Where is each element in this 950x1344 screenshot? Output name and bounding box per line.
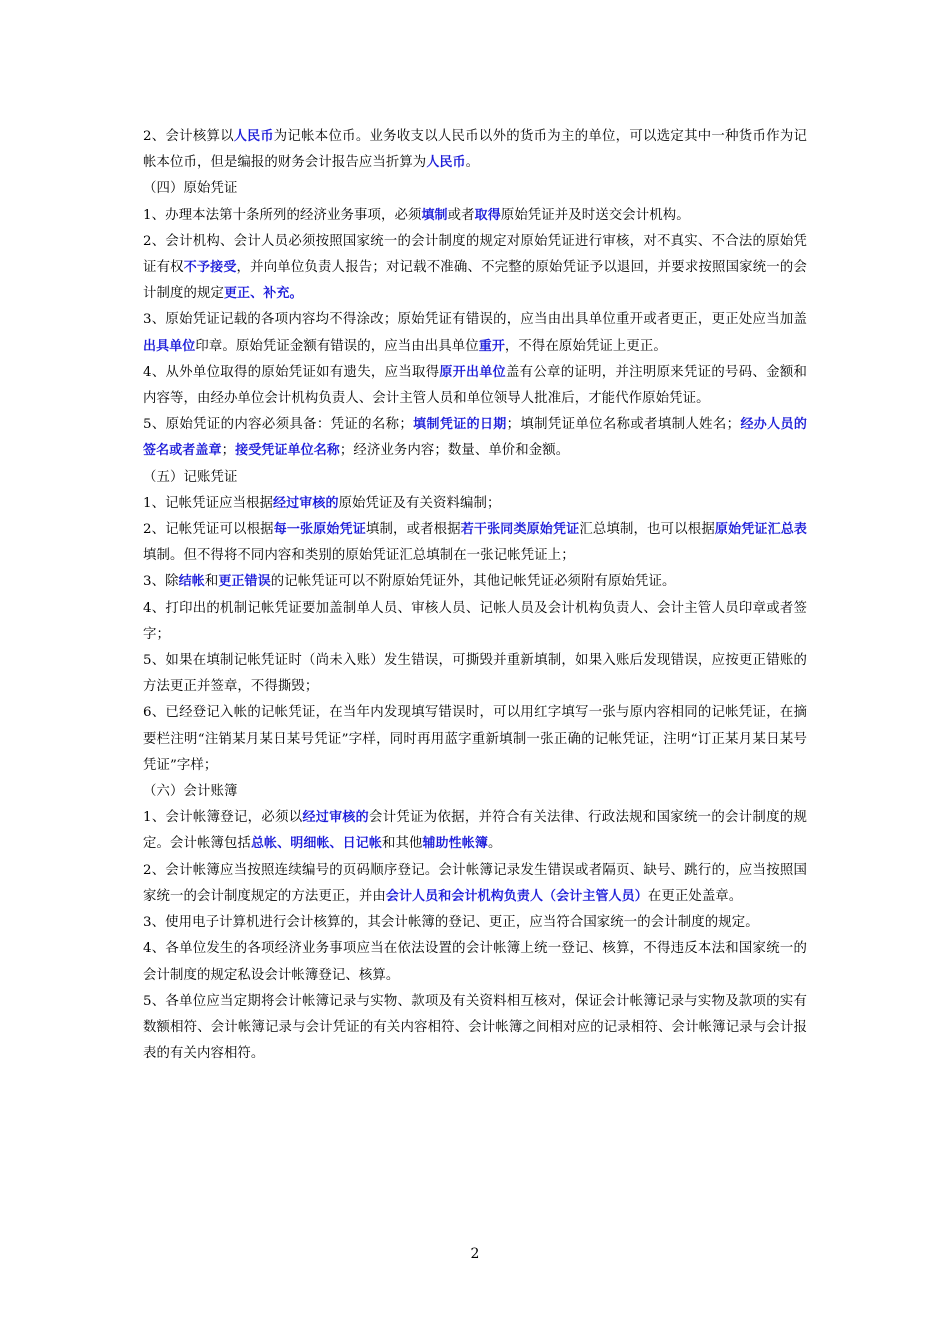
highlighted-term: 填制 (421, 207, 448, 223)
text-run: ；经济业务内容；数量、单价和金额。 (339, 443, 570, 459)
highlighted-term: 结帐 (178, 574, 205, 590)
page-number: 2 (470, 1246, 480, 1262)
text-run: 3、除 (143, 574, 179, 590)
highlighted-term: 经过审核的 (273, 495, 339, 511)
highlighted-term: 辅助性帐簿 (422, 836, 488, 852)
text-run: 6、已经登记入帐的记帐凭证，在当年内发现填写错误时，可以用红字填写一张与原内容相同的记帐凭证，在摘要栏注明“注销某月某日某号凭证”字样，同时再用蓝字重新填制一张正确的记帐凭证，注明“订正某月某日某号凭证”字样； (143, 705, 807, 773)
highlighted-term: 填制凭证的日期 (412, 417, 507, 433)
text-run: 2、记帐凭证可以根据 (143, 522, 274, 538)
text-run: 3、使用电子计算机进行会计核算的，其会计帐簿的登记、更正，应当符合国家统一的会计制度的规定。 (143, 915, 759, 931)
paragraph (143, 307, 807, 359)
paragraph (143, 700, 807, 779)
paragraph (143, 229, 807, 308)
highlighted-term: 原始凭证汇总表 (714, 522, 808, 538)
text-run: 汇总填制，也可以根据 (579, 522, 715, 538)
highlighted-term: 不予接受 (183, 260, 237, 276)
text-run: 1、记帐凭证应当根据 (143, 495, 274, 511)
text-run: 或者 (447, 207, 475, 223)
text-run: 印章。原始凭证金额有错误的，应当由出具单位 (195, 338, 479, 354)
text-run: 。 (487, 836, 502, 852)
highlighted-term: 若干张同类原始凭证 (460, 522, 580, 538)
paragraph (143, 124, 807, 176)
text-run: 1、会计帐簿登记，必须以 (143, 810, 303, 826)
text-run: 会计凭证为依据，并符合有关法律、行政法规和国家统一的会计制度的规定。会计帐簿包括 (143, 810, 808, 852)
paragraph (143, 360, 807, 412)
highlighted-term: 经办人员的签名或者盖章 (143, 417, 807, 459)
paragraph (143, 648, 807, 700)
text-run: 原始凭证并及时送交会计机构。 (500, 207, 690, 223)
paragraph (143, 596, 807, 648)
text-run: 原始凭证及有关资料编制； (338, 495, 501, 511)
paragraph (143, 989, 807, 1068)
highlighted-term: 接受凭证单位名称 (235, 443, 340, 459)
text-run: （五）记账凭证 (143, 469, 238, 485)
paragraph (143, 491, 807, 517)
text-run: 和其他 (381, 836, 423, 852)
highlighted-term: 更正错误 (218, 574, 271, 590)
highlighted-term: 原开出单位 (439, 364, 506, 380)
text-run: （六）会计账簿 (143, 784, 238, 800)
highlighted-term: 人民币 (233, 129, 274, 144)
text-run: 2、会计核算以 (143, 129, 234, 144)
text-run: 。 (465, 155, 480, 171)
text-run: 为记帐本位币。业务收支以人民币以外的货币为主的单位，可以选定其中一种货币作为记帐本位币，但是编报的财务会计报告应当折算为 (143, 129, 807, 171)
text-run: ，并向单位负责人报告；对记载不准确、不完整的原始凭证予以退回，并要求按照国家统一的会计制度的规定 (143, 260, 807, 302)
text-run: 4、从外单位取得的原始凭证如有遗失，应当取得 (143, 364, 440, 380)
text-run: 填制，或者根据 (365, 522, 461, 538)
paragraph (143, 910, 807, 936)
highlighted-term: 经过审核的 (302, 810, 369, 826)
text-run: （四）原始凭证 (143, 181, 238, 197)
paragraph (143, 412, 807, 464)
text-run: 在更正处盖章。 (647, 888, 743, 904)
text-run: 5、原始凭证的内容必须具备：凭证的名称； (143, 417, 413, 433)
paragraph (143, 569, 807, 595)
paragraph (143, 203, 807, 229)
section-heading (143, 465, 807, 491)
highlighted-term: 总帐、明细帐、日记帐 (250, 836, 382, 852)
highlighted-term: 出具单位 (143, 338, 196, 354)
highlighted-term: 人民币 (426, 155, 466, 171)
text-run: 4、各单位发生的各项经济业务事项应当在依法设置的会计帐簿上统一登记、核算，不得违反本法和国家统一的会计制度的规定私设会计帐簿登记、核算。 (143, 941, 807, 983)
text-run: 和 (204, 574, 219, 590)
text-run: 5、如果在填制记帐凭证时（尚未入账）发生错误，可撕毁并重新填制，如果入账后发现错误，应按更正错账的方法更正并签章，不得撕毁； (143, 653, 807, 695)
text-run: ，不得在原始凭证上更正。 (504, 338, 667, 354)
paragraph (143, 805, 807, 857)
text-run: 填制。但不得将不同内容和类别的原始凭证汇总填制在一张记帐凭证上； (143, 548, 575, 564)
text-run: 2、会计机构、会计人员必须按照国家统一的会计制度的规定对原始凭证进行审核，对不真实、不合法的原始凭证有权 (143, 233, 807, 276)
text-run: 1、办理本法第十条所列的经济业务事项，必须 (143, 207, 422, 223)
text-run: 4、打印出的机制记帐凭证要加盖制单人员、审核人员、记帐人员及会计机构负责人、会计主管人员印章或者签字； (143, 600, 807, 642)
text-run: 2、会计帐簿应当按照连续编号的页码顺序登记。会计帐簿记录发生错误或者隔页、缺号、跳行的，应当按照国家统一的会计制度规定的方法更正，并由 (143, 862, 807, 904)
paragraph (143, 858, 807, 910)
section-heading (143, 176, 807, 202)
highlighted-term: 每一张原始凭证 (273, 522, 366, 538)
section-heading (143, 779, 807, 805)
highlighted-term: 会计人员和会计机构负责人（会计主管人员） (385, 888, 648, 904)
highlighted-term: 重开 (478, 338, 505, 354)
text-run: 的记帐凭证可以不附原始凭证外，其他记帐凭证必须附有原始凭证。 (270, 574, 676, 590)
text-run: 3、原始凭证记载的各项内容均不得涂改；原始凭证有错误的，应当由出具单位重开或者更正，更正处应当加盖 (143, 312, 807, 328)
text-run: ； (221, 443, 236, 459)
highlighted-term: 取得 (474, 207, 501, 223)
text-run: ；填制凭证单位名称或者填制人姓名； (506, 417, 741, 433)
highlighted-term: 更正、补充。 (223, 286, 303, 302)
paragraph (143, 517, 807, 569)
text-run: 5、各单位应当定期将会计帐簿记录与实物、款项及有关资料相互核对，保证会计帐簿记录与实物及款项的实有数额相符、会计帐簿记录与会计凭证的有关内容相符、会计帐簿之间相对应的记录相符、会计帐簿记录与会计报表的有关内容相符。 (143, 993, 807, 1062)
paragraph (143, 936, 807, 988)
document-body (143, 124, 807, 1067)
text-run: 盖有公章的证明，并注明原来凭证的号码、金额和内容等，由经办单位会计机构负责人、会计主管人员和单位领导人批准后，才能代作原始凭证。 (143, 364, 808, 407)
